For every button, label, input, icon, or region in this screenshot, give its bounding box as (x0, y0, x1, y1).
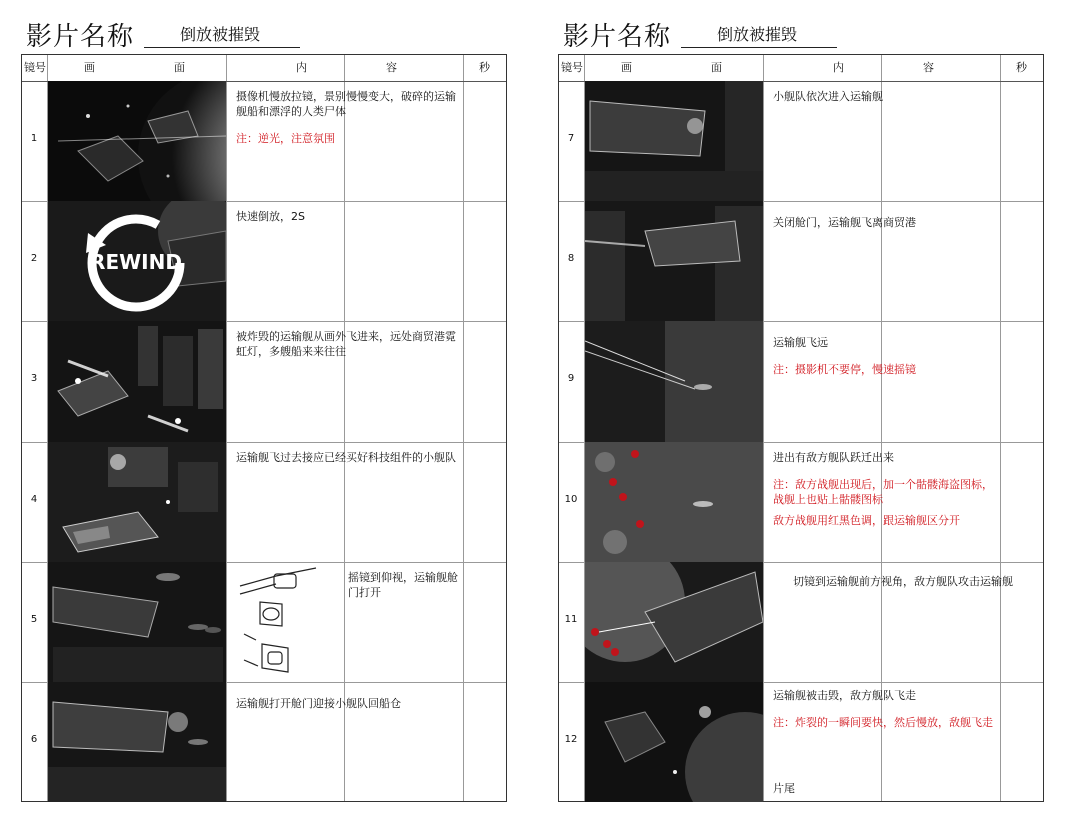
storyboard-page-left (21, 0, 507, 816)
table-header (22, 55, 506, 82)
table-row (559, 201, 1043, 322)
shot-text: 关闭舱门，运输舰飞离商贸港 (773, 216, 916, 229)
shot-description (773, 688, 1003, 730)
storyboard-frame (48, 201, 226, 321)
storyboard-table (21, 54, 507, 802)
header-seconds: 秒 (1016, 61, 1027, 74)
table-row (559, 442, 1043, 563)
shot-description (236, 329, 466, 359)
door-sketch (236, 564, 336, 680)
header-content-a: 内 (296, 61, 307, 74)
shot-number: 9 (567, 373, 575, 384)
shot-description (236, 450, 466, 465)
shot-number: 2 (30, 253, 38, 264)
table-row (559, 81, 1043, 202)
storyboard-frame (585, 562, 763, 682)
shot-description (773, 335, 1003, 377)
shot-description (773, 450, 1003, 528)
shot-text: 运输舰被击毁，敌方舰队飞走 (773, 689, 916, 702)
storyboard-frame (48, 442, 226, 562)
header-picture-a: 画 (84, 61, 95, 74)
shot-number: 3 (30, 373, 38, 384)
shot-number: 5 (30, 614, 38, 625)
ending-label: 片尾 (773, 782, 795, 795)
table-row (559, 321, 1043, 443)
title-row (563, 14, 1043, 54)
shot-description (236, 696, 466, 711)
title-row (26, 14, 506, 54)
storyboard-frame (585, 682, 763, 802)
header-picture-b: 面 (711, 61, 722, 74)
storyboard-frame (48, 682, 226, 802)
shot-text: 小舰队依次进入运输舰 (773, 90, 883, 103)
header-picture-b: 面 (174, 61, 185, 74)
shot-text: 切镜到运输舰前方视角，敌方舰队攻击运输舰 (793, 575, 1013, 588)
film-name-label: 影片名称 (26, 22, 135, 52)
storyboard-frame (585, 81, 763, 201)
shot-number: 10 (564, 494, 578, 505)
shot-note: 注：敌方战舰出现后，加一个骷髅海盗图标，战舰上也贴上骷髅图标 (773, 478, 993, 506)
shot-description (773, 89, 1003, 104)
shot-note: 注：炸裂的一瞬间要快，然后慢放，敌舰飞走 (773, 716, 993, 729)
table-row (22, 562, 506, 683)
shot-number: 7 (567, 133, 575, 144)
shot-number: 6 (30, 734, 38, 745)
storyboard-frame (585, 201, 763, 321)
shot-text: 快速倒放，2S (236, 210, 305, 223)
storyboard-frame (585, 442, 763, 562)
table-row (559, 682, 1043, 802)
header-content-a: 内 (833, 61, 844, 74)
shot-number: 8 (567, 253, 575, 264)
shot-note: 注：摄影机不要停，慢速摇镜 (773, 363, 916, 376)
film-title: 倒放被摧毁 (144, 22, 300, 48)
header-shot: 镜号 (561, 61, 583, 74)
storyboard-page-right (558, 0, 1044, 816)
header-picture-a: 画 (621, 61, 632, 74)
header-shot: 镜号 (24, 61, 46, 74)
shot-note: 注：逆光，注意氛围 (236, 132, 335, 145)
shot-text: 运输舰飞过去接应已经买好科技组件的小舰队 (236, 451, 456, 464)
shot-text: 被炸毁的运输舰从画外飞进来，远处商贸港霓虹灯，多艘船来来往往 (236, 330, 456, 358)
film-title: 倒放被摧毁 (681, 22, 837, 48)
shot-number: 11 (564, 614, 578, 625)
storyboard-frame (48, 81, 226, 201)
shot-number: 1 (30, 133, 38, 144)
shot-text: 运输舰打开舱门迎接小舰队回船仓 (236, 697, 401, 710)
storyboard-table (558, 54, 1044, 802)
table-row (22, 321, 506, 443)
storyboard-frame (48, 562, 226, 682)
header-seconds: 秒 (479, 61, 490, 74)
film-name-label: 影片名称 (563, 22, 672, 52)
table-row (559, 562, 1043, 683)
shot-text: 摄像机慢放拉镜，景别慢慢变大，破碎的运输舰船和漂浮的人类尸体 (236, 90, 456, 118)
storyboard-frame (585, 321, 763, 442)
shot-description (793, 574, 1039, 589)
storyboard-frame (48, 321, 226, 442)
table-row (22, 682, 506, 802)
shot-description (236, 209, 466, 224)
table-row (22, 201, 506, 322)
shot-note-2: 敌方战舰用红黑色调，跟运输舰区分开 (773, 514, 960, 527)
shot-description (236, 89, 466, 146)
shot-text: 运输舰飞远 (773, 336, 828, 349)
header-content-b: 容 (923, 61, 934, 74)
shot-description (773, 215, 1003, 230)
shot-description (348, 570, 463, 600)
shot-text: 摇镜到仰视，运输舰舱门打开 (348, 571, 458, 599)
rewind-label: REWIND (90, 250, 182, 274)
table-row (22, 81, 506, 202)
shot-number: 4 (30, 494, 38, 505)
header-content-b: 容 (386, 61, 397, 74)
table-row (22, 442, 506, 563)
shot-number: 12 (564, 734, 578, 745)
shot-text: 进出有敌方舰队跃迁出来 (773, 451, 894, 464)
table-header (559, 55, 1043, 82)
